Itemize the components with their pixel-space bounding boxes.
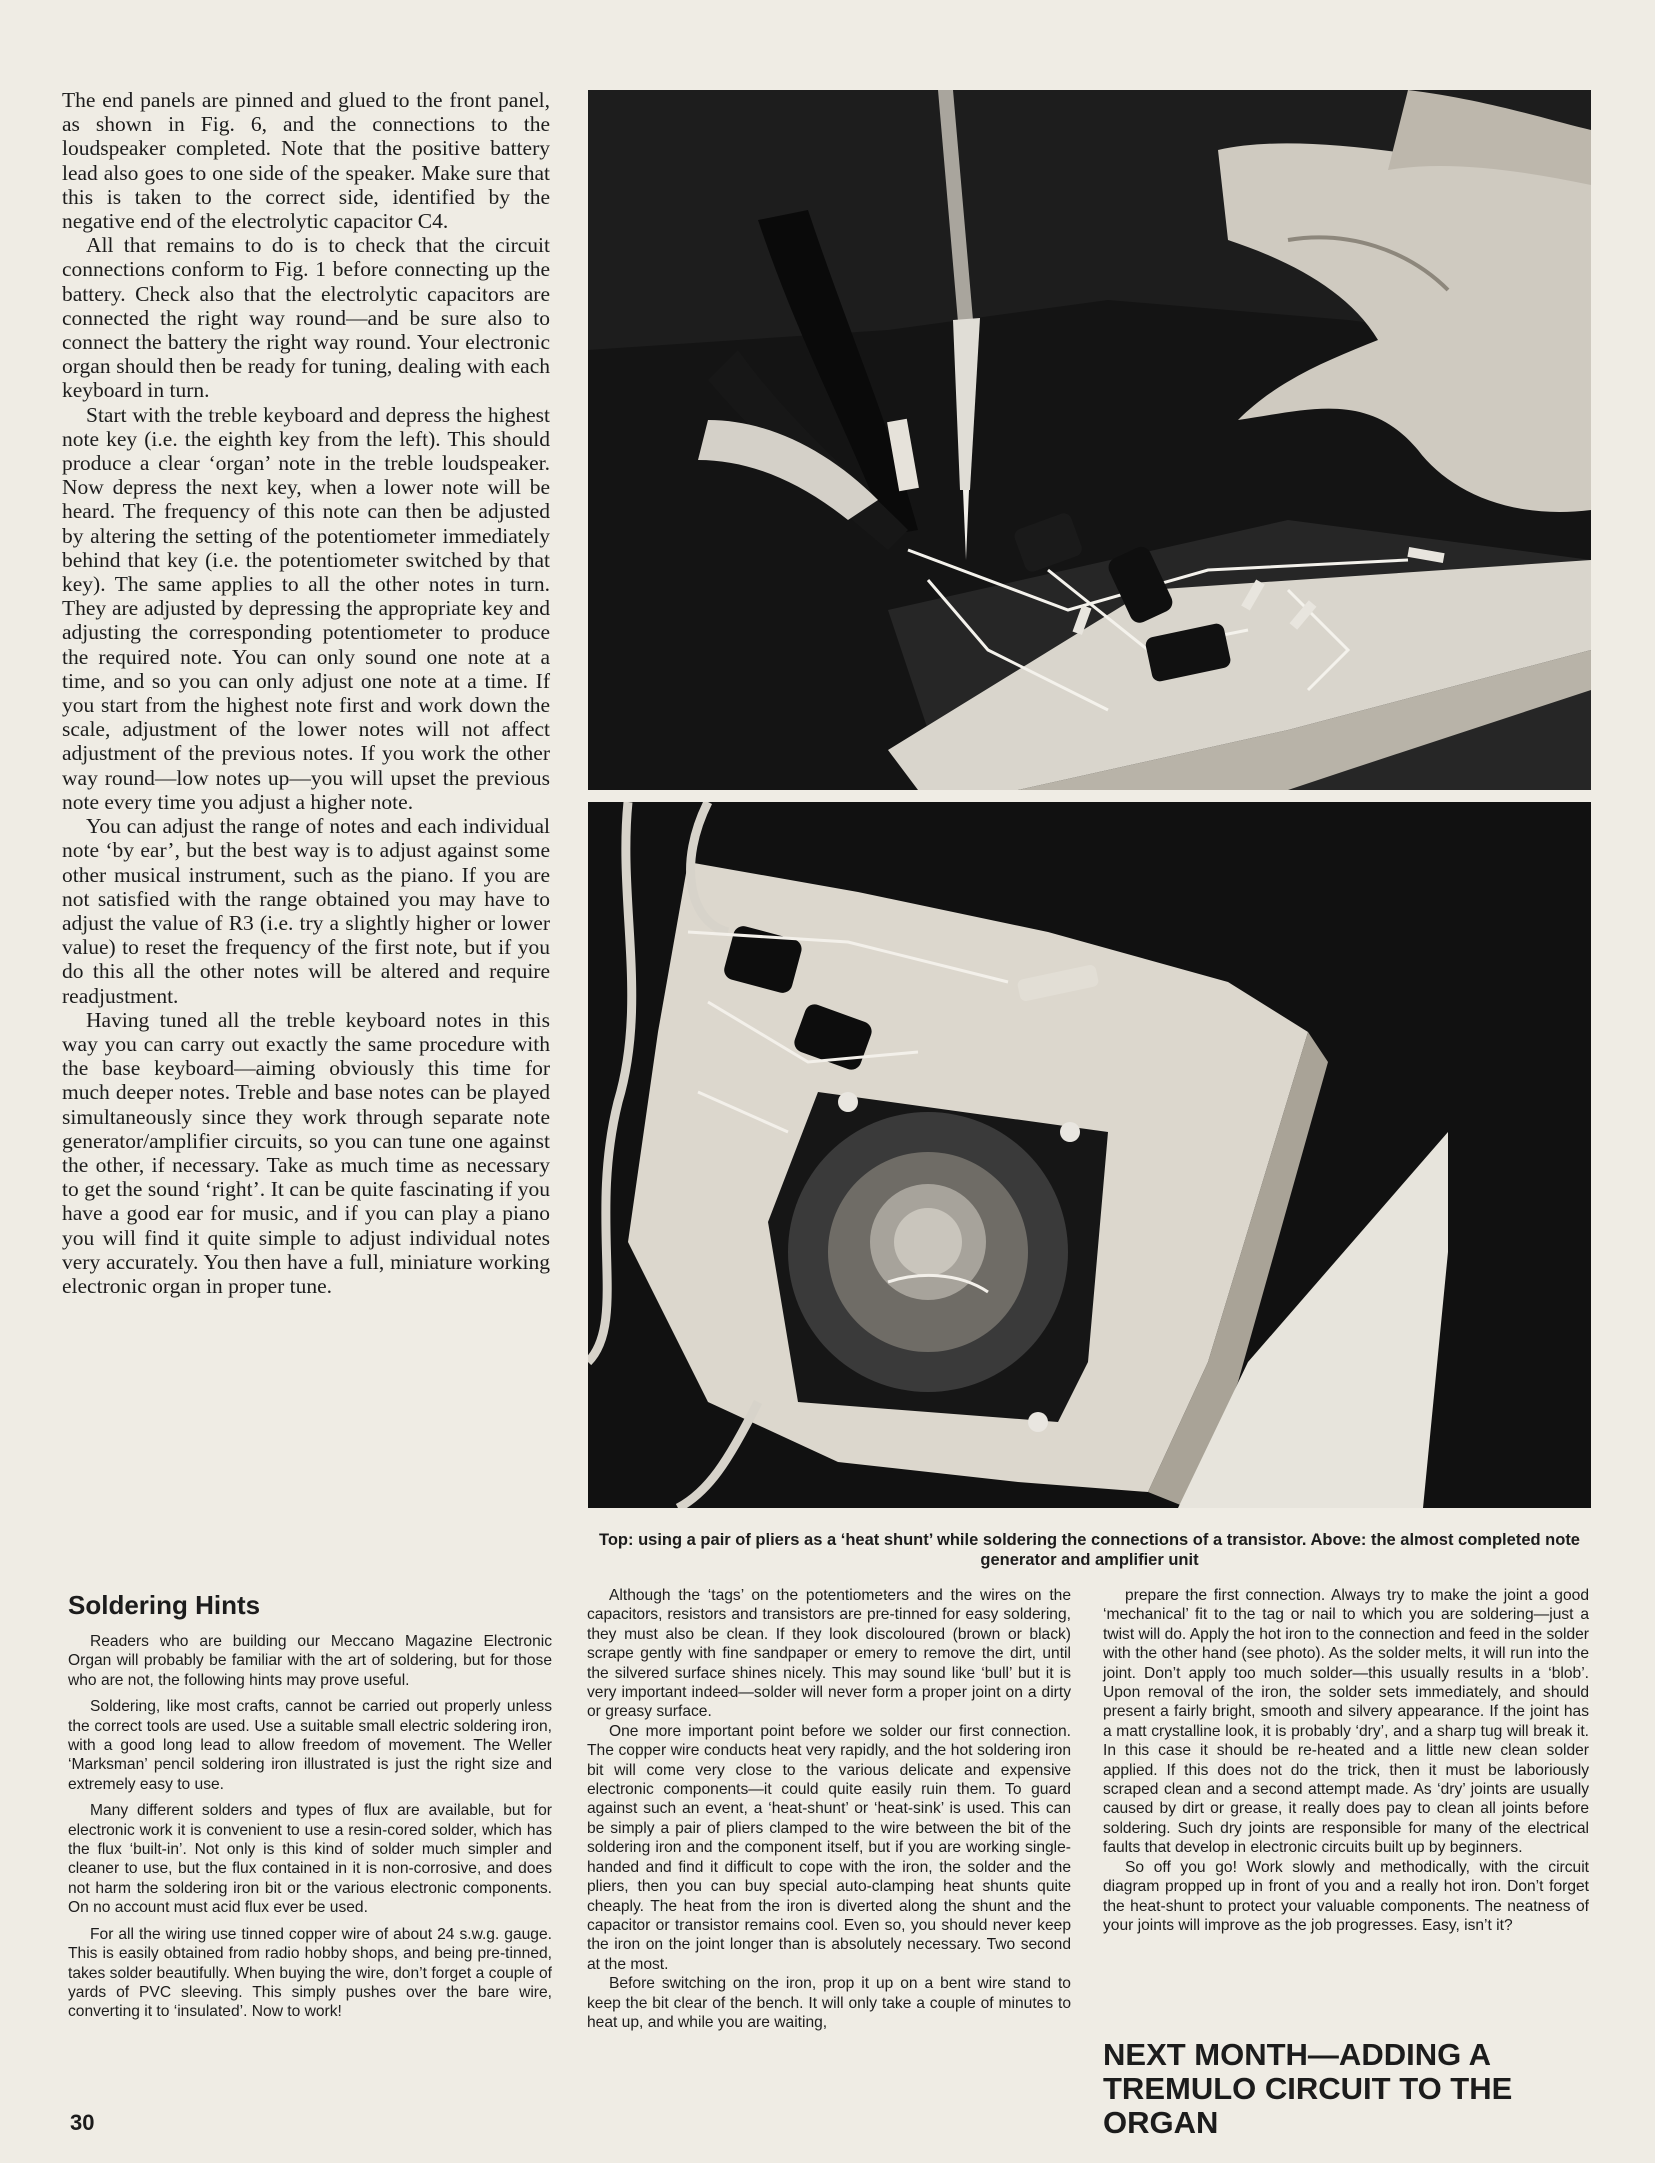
hints-paragraph: prepare the first connection. Always try to make the joint a good ‘mechanical’ fit to the tag or nail to which you are soldering—just a twist will do. Apply the hot iron to the connection and feed in the solder with the other hand (see photo). As the solder melts, it will run into the joint. Don’t apply too much solder—this usually results in a ‘blob’. Upon removal of the iron, the solder sets immediately, and should present a fairly bright, smooth and silvery appearance. If the joint has a matt crystalline look, it is probably ‘dry’, and a sharp tug will break it. In this case it should be re-heated and a little new clean solder applied. If this does not do the trick, then it must be laboriously scraped clean and a second attempt made. As ‘dry’ joints are usually caused by dirt or grease, it really does pay to clean all joints before soldering. Such dry joints are responsible for many of the electrical faults that develop in electronic circuits built up by beginners. <box>1103 1587 1589 1857</box>
hints-paragraph: Many different solders and types of flux are available, but for electronic work it is convenient to use a resin-cored solder, which has the flux ‘built-in’. Not only is this kind of solder much simpler and cleaner to use, but the flux contained in it is non-corrosive, and does not harm the soldering iron bit or the various electronic components. On no account must acid flux ever be used. <box>68 1802 552 1917</box>
section-heading: Soldering Hints <box>68 1590 261 1620</box>
photo-soldering-illustration <box>588 90 1591 790</box>
hints-column-3 <box>1103 1586 1589 1935</box>
intro-paragraph: Start with the treble keyboard and depress the highest note key (i.e. the eighth key from the left). This should produce a clear ‘organ’ note in the treble loudspeaker. Now depress the next key, when a lower note will be heard. The frequency of this note can then be adjusted by altering the setting of the potentiometer immediately behind that key (i.e. the potentiometer switched by that key). The same applies to all the other notes in turn. They are adjusted by depressing the appropriate key and adjusting the corresponding potentiometer to produce the required note. You can only sound one note at a time, and so you can only adjust one note at a time. If you start from the highest note first and work down the scale, adjustment of the lower notes will not affect adjustment of the previous notes. If you work the other way round—low notes up—you will upset the previous note every time you adjust a higher note. <box>62 402 550 814</box>
hints-paragraph: One more important point before we solder our first connection. The copper wire conducts heat very rapidly, and the hot soldering iron bit will come very close to the various delicate and expensive electronic components—it could quite easily ruin them. To guard against such an event, a ‘heat-shunt’ or ‘heat-sink’ is used. This can be simply a pair of pliers clamped to the wire between the bit of the soldering iron and the component itself, but if you are working single-handed and find it difficult to cope with the iron, the solder and the pliers, then you can buy special auto-clamping heat shunts quite cheaply. The heat from the iron is diverted along the shunt and the capacitor or transistor remains cool. Even so, you should never keep the iron on the joint longer than is absolutely necessary. Two second at the most. <box>587 1722 1071 1973</box>
intro-text-column <box>62 88 550 1298</box>
photo-completed-unit <box>588 802 1591 1508</box>
next-month-teaser: NEXT MONTH—ADDING A TREMULO CIRCUIT TO THE ORGAN <box>1103 2037 1513 2140</box>
hints-paragraph: Although the ‘tags’ on the potentiometers and the wires on the capacitors, resistors and transistors are pre-tinned for easy soldering, they must also be clean. If they look discoloured (brown or black) scrape gently with fine sandpaper or emery to remove the dirt, until the silvered surface shines nicely. This may sound like ‘bull’ but it is very important indeed—solder will never form a proper joint on a dirty or greasy surface. <box>587 1587 1071 1721</box>
photo-unit-illustration <box>588 802 1591 1508</box>
hints-paragraph: Readers who are building our Meccano Magazine Electronic Organ will probably be familiar with the art of soldering, but for those who are not, the following hints may prove useful. <box>68 1633 552 1689</box>
photo-caption: Top: using a pair of pliers as a ‘heat shunt’ while soldering the connections of a transistor. Above: the almost completed note generator and amplifier unit <box>599 1531 1580 1569</box>
hints-paragraph: For all the wiring use tinned copper wire of about 24 s.w.g. gauge. This is easily obtained from radio hobby shops, and being pre-tinned, takes solder beautifully. When buying the wire, don’t forget a couple of yards of PVC sleeving. This simply pushes over the bare wire, converting it to ‘insulated’. Now to work! <box>68 1925 552 2021</box>
hints-column-2 <box>587 1586 1071 2032</box>
page-number: 30 <box>70 2110 95 2135</box>
hints-paragraph: Soldering, like most crafts, cannot be carried out properly unless the correct tools are used. Use a suitable small electric soldering iron, with a good long lead to allow freedom of movement. The Weller ‘Marksman’ pencil soldering iron illustrated is just the right size and extremely easy to use. <box>68 1698 552 1793</box>
hints-paragraph: Before switching on the iron, prop it up on a bent wire stand to keep the bit clear of the bench. It will only take a couple of minutes to heat up, and while you are waiting, <box>587 1975 1071 2031</box>
hints-column-1 <box>68 1632 552 2029</box>
hints-paragraph: So off you go! Work slowly and methodically, with the circuit diagram propped up in front of you and a really hot iron. Don’t forget the heat-shunt to protect your valuable components. The neatness of your joints will improve as the job progresses. Easy, isn’t it? <box>1103 1858 1589 1934</box>
intro-paragraph: The end panels are pinned and glued to the front panel, as shown in Fig. 6, and the connections to the loudspeaker completed. Note that the positive battery lead also goes to one side of the speaker. Make sure that this is taken to the correct side, identified by the negative end of the electrolytic capacitor C4. <box>62 88 550 234</box>
photo-soldering-with-pliers <box>588 90 1591 790</box>
intro-paragraph: You can adjust the range of notes and each individual note ‘by ear’, but the best way is to adjust against some other musical instrument, such as the piano. If you are not satisfied with the range obtained you may have to adjust the value of R3 (i.e. try a slightly higher or lower value) to reset the frequency of the first note, but if you do this all the other notes will be altered and require readjustment. <box>62 814 550 1008</box>
intro-paragraph: Having tuned all the treble keyboard notes in this way you can carry out exactly the same procedure with the base keyboard—aiming obviously this time for much deeper notes. Treble and base notes can be played simultaneously since they work through separate note generator/amplifier circuits, so you can tune one against the other, if necessary. Take as much time as necessary to get the sound ‘right’. It can be quite fascinating if you have a good ear for music, and if you can play a piano you will find it quite simple to adjust individual notes very accurately. You then have a full, miniature working electronic organ in proper tune. <box>62 1007 550 1298</box>
intro-paragraph: All that remains to do is to check that the circuit connections conform to Fig. 1 before connecting up the battery. Check also that the electrolytic capacitors are connected the right way round—and be sure also to connect the battery the right way round. Your electronic organ should then be ready for tuning, dealing with each keyboard in turn. <box>62 233 550 403</box>
